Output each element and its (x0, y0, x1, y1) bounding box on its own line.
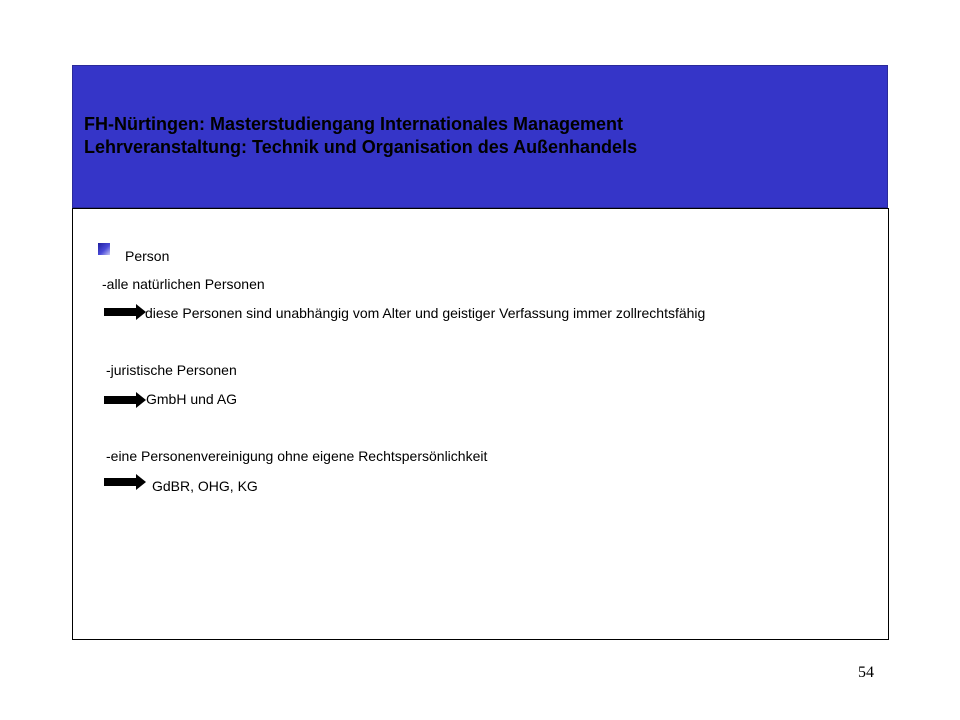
item-label-2: -juristische Personen (106, 362, 237, 378)
right-arrow-icon (104, 392, 146, 408)
item-detail-3: GdBR, OHG, KG (152, 478, 258, 494)
page-number: 54 (858, 664, 874, 681)
right-arrow-icon (104, 474, 146, 490)
title-line-1: FH-Nürtingen: Masterstudiengang Internationales Management (84, 114, 624, 134)
content-box (72, 208, 889, 640)
right-arrow-icon (104, 304, 146, 320)
title-line-2: Lehrveranstaltung: Technik und Organisation des Außenhandels (84, 137, 638, 157)
section-heading: Person (125, 248, 170, 264)
square-bullet-icon (98, 243, 110, 255)
page-title (84, 113, 637, 159)
item-detail-2: GmbH und AG (146, 391, 238, 407)
header-banner (72, 65, 888, 208)
item-label-1: -alle natürlichen Personen (102, 276, 265, 292)
item-label-3: -eine Personenvereinigung ohne eigene Rechtspersönlichkeit (106, 448, 488, 464)
item-detail-1: diese Personen sind unabhängig vom Alter und geistiger Verfassung immer zollrechtsfähig (145, 305, 706, 321)
